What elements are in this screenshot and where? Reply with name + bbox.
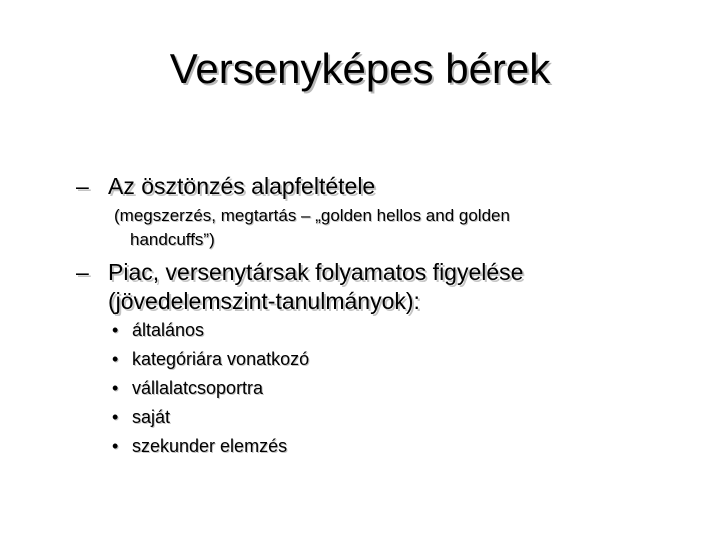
note-line: (megszerzés, megtartás – „golden hellos and golden bbox=[114, 206, 510, 225]
list-item-text: Az ösztönzés alapfeltétele bbox=[108, 173, 376, 199]
note-line: handcuffs”) bbox=[130, 230, 215, 249]
slide-title: Versenyképes bérek bbox=[169, 45, 551, 92]
bullet-marker: • bbox=[112, 349, 119, 369]
list-item-incentive bbox=[76, 172, 636, 202]
bullet-text: saját bbox=[132, 407, 171, 427]
bullet-marker: • bbox=[112, 436, 119, 456]
dash-marker: – bbox=[76, 173, 89, 199]
bullet-marker: • bbox=[112, 378, 119, 398]
list-item-continuation bbox=[76, 287, 636, 317]
bullet-text: szekunder elemzés bbox=[132, 436, 288, 456]
bullet-text: vállalatcsoportra bbox=[132, 378, 264, 398]
list-item-text: Piac, versenytársak folyamatos figyelése bbox=[108, 259, 524, 285]
list-item-market bbox=[76, 258, 636, 288]
bullet-marker: • bbox=[112, 407, 119, 427]
dash-marker: – bbox=[76, 259, 89, 285]
bullet-text: általános bbox=[132, 320, 205, 340]
bullet-text: kategóriára vonatkozó bbox=[132, 349, 310, 369]
bullet-marker: • bbox=[112, 320, 119, 340]
list-item-text: (jövedelemszint-tanulmányok): bbox=[108, 288, 420, 314]
